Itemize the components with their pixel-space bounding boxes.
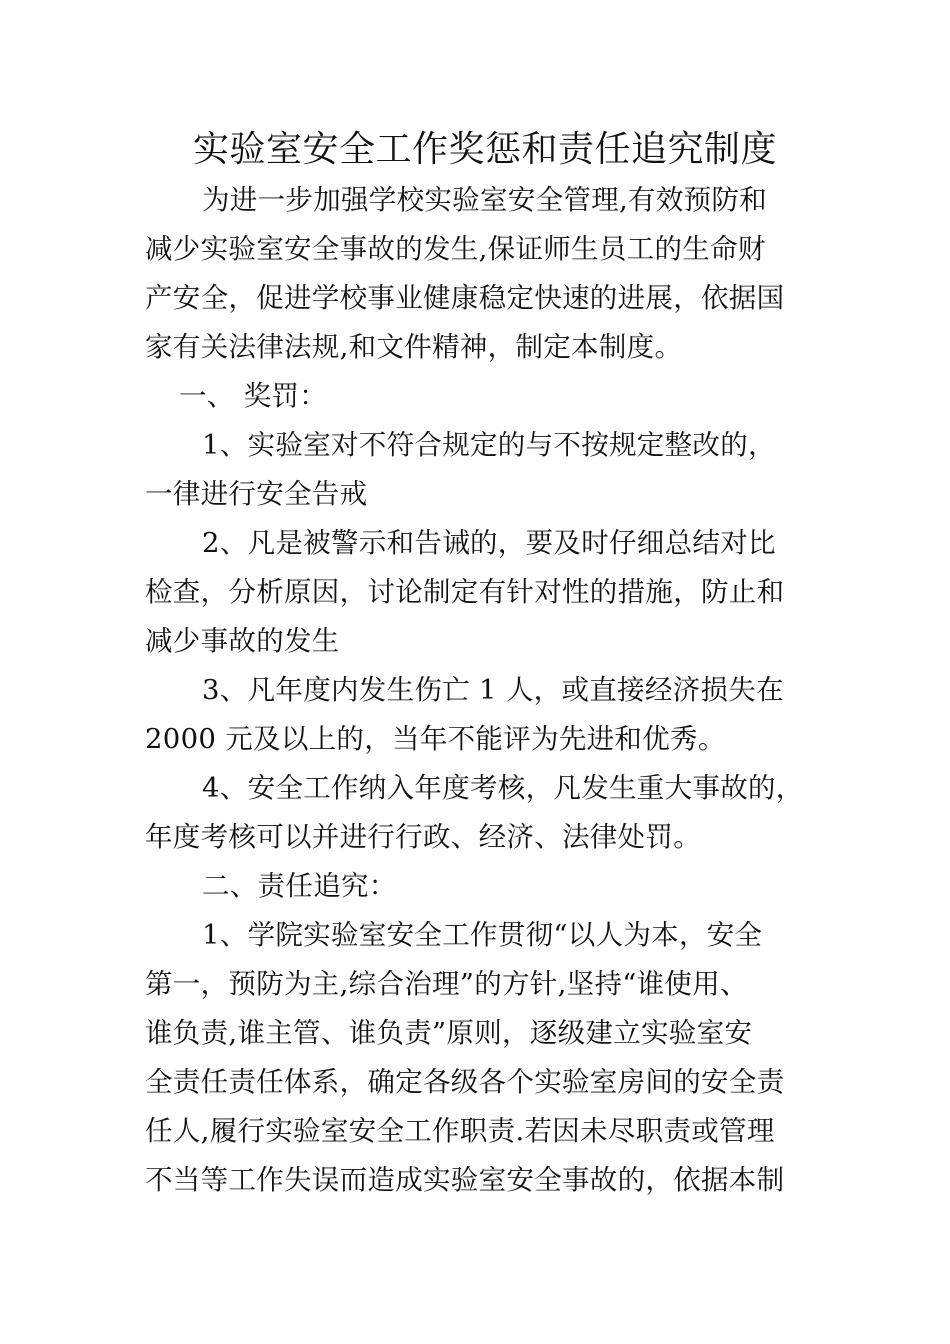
paragraph-line: 产安全，促进学校事业健康稳定快速的进展，依据国 <box>145 282 785 314</box>
document-title: 实验室安全工作奖惩和责任追究制度 <box>192 129 777 170</box>
document-body <box>145 176 825 1205</box>
paragraph-line: 4、安全工作纳入年度考核，凡发生重大事故的， <box>202 772 804 804</box>
paragraph-line: 2、凡是被警示和告诫的，要及时仔细总结对比 <box>202 527 776 559</box>
paragraph-line: 家有关法律法规,和文件精神，制定本制度。 <box>145 331 683 363</box>
paragraph-line: 一律进行安全告戒 <box>145 478 368 510</box>
paragraph-line: 第一，预防为主,综合治理”的方针,坚持“谁使用、 <box>145 968 748 1000</box>
paragraph-line: 谁负责,谁主管、谁负责”原则，逐级建立实验室安 <box>145 1017 753 1049</box>
paragraph-line: 1、学院实验室安全工作贯彻“以人为本，安全 <box>202 919 763 951</box>
paragraph-line: 减少事故的发生 <box>145 625 340 657</box>
paragraph-line: 减少实验室安全事故的发生,保证师生员工的生命财 <box>145 233 766 265</box>
paragraph-line: 3、凡年度内发生伤亡 1 人，或直接经济损失在 <box>202 674 784 706</box>
paragraph-line: 1、实验室对不符合规定的与不按规定整改的， <box>202 429 776 461</box>
paragraph-line: 任人,履行实验室安全工作职责.若因未尽职责或管理 <box>145 1115 775 1147</box>
paragraph-line: 2000 元及以上的，当年不能评为先进和优秀。 <box>145 723 726 755</box>
paragraph-line: 检查，分析原因，讨论制定有针对性的措施，防止和 <box>145 576 785 608</box>
paragraph-line: 年度考核可以并进行行政、经济、法律处罚。 <box>145 821 701 853</box>
paragraph-line: 为进一步加强学校实验室安全管理,有效预防和 <box>202 184 768 216</box>
paragraph-line: 不当等工作失误而造成实验室安全事故的，依据本制 <box>145 1164 785 1196</box>
paragraph-line: 全责任责任体系，确定各级各个实验室房间的安全责 <box>145 1066 785 1098</box>
section-heading-rewards: 一、 奖罚： <box>179 380 328 412</box>
section-heading-accountability: 二、责任追究： <box>202 870 397 902</box>
